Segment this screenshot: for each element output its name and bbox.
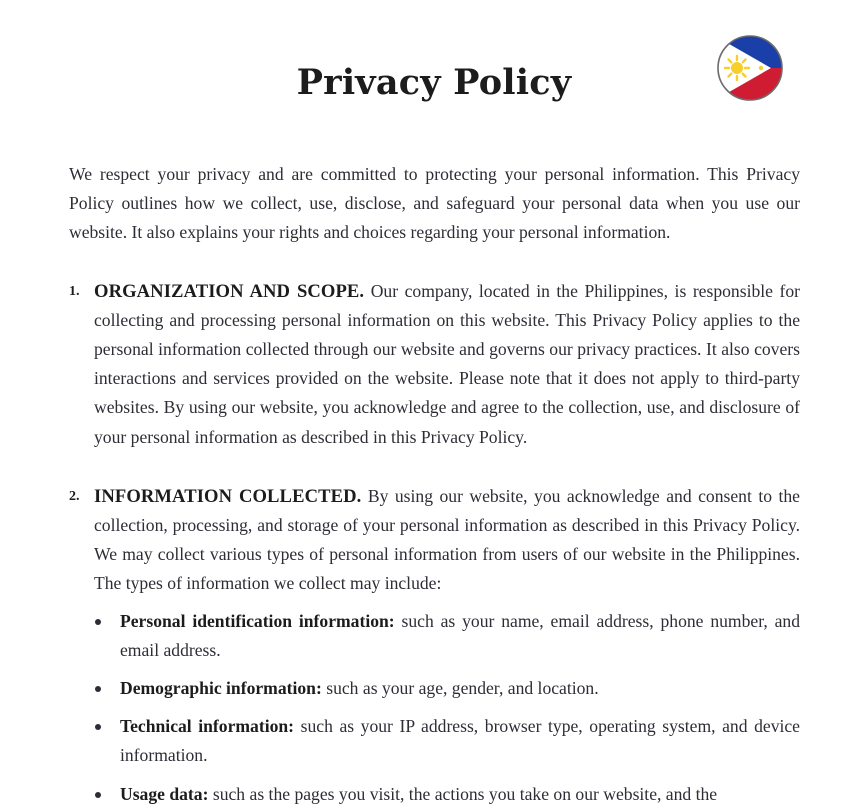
section-number: 2. [69,488,80,504]
list-item [94,674,800,703]
bullet-icon [95,792,101,798]
bullet-label: Usage data: [120,783,209,804]
bullet-text: such as your name, email address, phone number, and email address. [120,610,801,660]
bullet-icon [95,724,101,730]
policy-content [69,160,800,812]
section-body: Our company, located in the Philippines, is responsible for collecting and processing personal information on this website. This Privacy Policy applies to the personal information collected through our website and governs our privacy practices. It also covers interactions and services provided on the website. Please note that it does not apply to third-party websites. By using our website, you acknowledge and agree to the collection, use, and disclosure of your personal information as described in this Privacy Policy. [94,280,800,447]
bullet-text: such as your IP address, browser type, operating system, and device information. [120,716,800,766]
bullet-icon [95,686,101,692]
bullet-icon [95,619,101,625]
list-item [94,780,800,809]
section-heading: INFORMATION COLLECTED. [94,485,362,507]
information-types-list [94,607,800,809]
section-organization-and-scope [69,277,800,452]
intro-paragraph: We respect your privacy and are committed to protecting your personal information. This Privacy Policy outlines how we collect, use, disclose, and safeguard your personal data when you use our website. It also explains your rights and choices regarding your personal information. [69,164,800,243]
section-paragraph [94,482,800,599]
page-title: Privacy Policy [296,62,572,103]
bullet-text: such as the pages you visit, the actions you take on our website, and the [212,783,718,804]
list-item [94,607,800,665]
section-body: By using our website, you acknowledge and consent to the collection, processing, and storage of your personal information as described in this Privacy Policy. We may collect various types of personal information from users of our website in the Philippines. The types of information we collect may include: [94,485,800,594]
section-heading: ORGANIZATION AND SCOPE. [94,280,365,302]
bullet-label: Demographic information: [120,678,322,699]
bullet-text: such as your age, gender, and location. [326,678,599,699]
bullet-label: Technical information: [120,716,295,737]
section-number: 1. [69,283,80,299]
list-item [94,712,800,770]
section-information-collected [69,482,800,809]
bullet-label: Personal identification information: [120,610,395,631]
section-paragraph [94,277,800,452]
